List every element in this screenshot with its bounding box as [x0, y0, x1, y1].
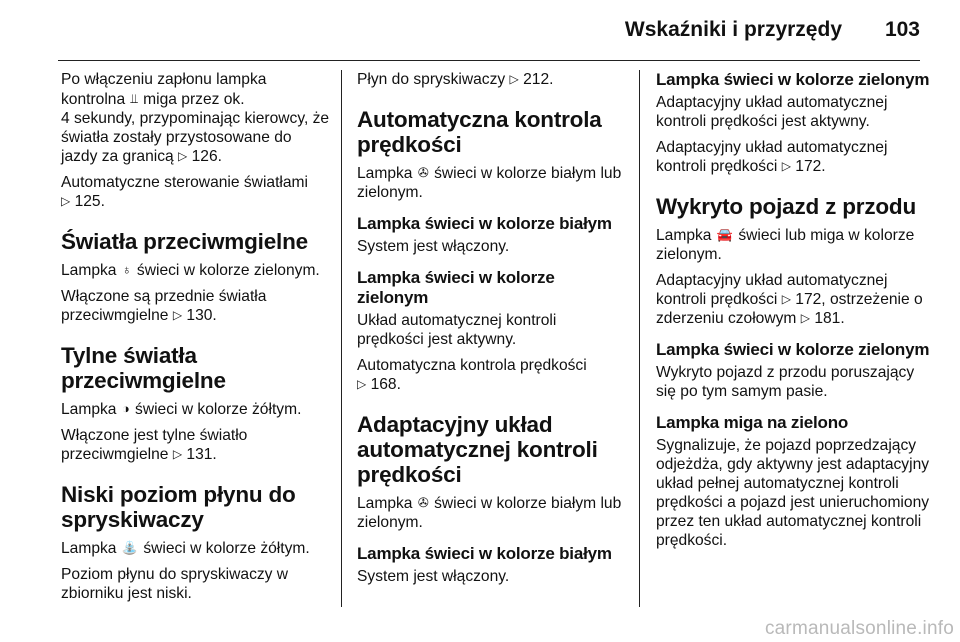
page-reference[interactable]: 125.: [74, 193, 105, 210]
paragraph: Automatyczne sterowanie światłami ▷ 125.: [61, 174, 309, 210]
heading-washer: Niski poziom płynu do spryskiwaczy: [61, 482, 296, 532]
car-icon: 🚘: [716, 227, 734, 242]
arrow-icon: ▷: [61, 194, 71, 208]
arrow-icon: ▷: [781, 159, 791, 173]
paragraph: Lampka ✇ świeci w kolorze białym lub zielonym.: [357, 165, 622, 201]
speedometer-icon: ✇: [417, 165, 429, 180]
paragraph: Automatyczna kontrola prędkości ▷ 168.: [357, 357, 587, 393]
paragraph: Adaptacyjny układ automatycznej kontroli prędkości ▷ 172, ostrzeżenie o zderzeniu czołowym ▷ 181.: [656, 272, 923, 327]
paragraph: Lampka 🚘 świeci lub miga w kolorze zielonym.: [656, 227, 915, 263]
subheading-green: Lampka świeci w kolorze zielonym: [656, 70, 930, 89]
paragraph: Adaptacyjny układ automatycznej kontroli prędkości jest aktywny.: [656, 94, 888, 130]
column-1: [61, 70, 331, 610]
rear-fog-icon: ◑: [121, 401, 130, 416]
page-reference[interactable]: 172, ostrzeżenie o zderzeniu czołowym: [656, 291, 923, 327]
watermark: carmanualsonline.info: [764, 618, 954, 639]
arrow-icon: ▷: [172, 308, 183, 322]
paragraph: Włączone są przednie światła przeciwmgielne ▷ 130.: [61, 288, 267, 324]
front-fog-icon: ♁: [121, 262, 132, 277]
subheading-blink: Lampka miga na zielono: [656, 413, 849, 432]
column-divider-1: [341, 70, 342, 607]
heading-rear-fog: Tylne światła przeciwmgielne: [61, 343, 226, 393]
paragraph: Po włączeniu zapłonu lampka kontrolna ⫫ miga przez ok. 4 sekundy, przypominając kierowcy, że światła zostały przystosowane do jazdy za granicą ▷ 126.: [61, 71, 330, 165]
page-reference[interactable]: 181.: [814, 310, 845, 327]
arrow-icon: ▷: [781, 292, 791, 306]
paragraph: Układ automatycznej kontroli prędkości jest aktywny.: [357, 312, 557, 348]
subheading-white: Lampka świeci w kolorze białym: [357, 544, 612, 563]
arrow-icon: ▷: [178, 149, 188, 163]
paragraph: Sygnalizuje, że pojazd poprzedzający odjeżdża, gdy aktywny jest adaptacyjny układ pełnej automatycznej kontroli prędkości a pojazd jest unieruchomiony przez ten układ automatycznej kontroli prędkości.: [656, 437, 930, 549]
page-reference[interactable]: 126.: [191, 148, 222, 165]
page-reference[interactable]: 212.: [523, 71, 554, 88]
subheading-green: Lampka świeci w kolorze zielonym: [656, 340, 930, 359]
paragraph: Włączone jest tylne światło przeciwmgielne ▷ 131.: [61, 427, 248, 463]
page-reference[interactable]: 130.: [186, 307, 217, 324]
page-header: [0, 0, 960, 62]
heading-front-fog: Światła przeciwmgielne: [61, 229, 308, 254]
heading-vehicle-ahead: Wykryto pojazd z przodu: [656, 194, 916, 219]
lamp-dim-icon: ⫫: [130, 91, 138, 106]
paragraph: Poziom płynu do spryskiwaczy w zbiorniku jest niski.: [61, 566, 289, 602]
column-divider-2: [639, 70, 640, 607]
paragraph: Płyn do spryskiwaczy ▷ 212.: [357, 71, 554, 88]
paragraph: System jest włączony.: [357, 568, 510, 585]
speedometer-icon: ✇: [417, 495, 429, 510]
arrow-icon: ▷: [357, 377, 367, 391]
page-reference[interactable]: 168.: [370, 376, 401, 393]
heading-adaptive-cruise: Adaptacyjny układ automatycznej kontroli prędkości: [357, 412, 598, 487]
header-divider: [58, 60, 920, 61]
page-reference[interactable]: 172.: [795, 158, 826, 175]
subheading-white: Lampka świeci w kolorze białym: [357, 214, 612, 233]
paragraph: System jest włączony.: [357, 238, 510, 255]
page-reference[interactable]: 131.: [186, 446, 217, 463]
subheading-green: Lampka świeci w kolorze zielonym: [357, 268, 555, 307]
arrow-icon: ▷: [509, 72, 519, 86]
washer-icon: ⛲: [121, 540, 139, 555]
paragraph: Adaptacyjny układ automatycznej kontroli prędkości ▷ 172.: [656, 139, 888, 175]
arrow-icon: ▷: [172, 447, 183, 461]
section-title: Wskaźniki i przyrzędy: [624, 18, 842, 41]
paragraph: Wykryto pojazd z przodu poruszający się po tym samym pasie.: [656, 364, 915, 400]
paragraph: Lampka ⛲ świeci w kolorze żółtym.: [61, 540, 310, 557]
column-3: [656, 70, 931, 557]
heading-cruise-control: Automatyczna kontrola prędkości: [357, 107, 602, 157]
page-number: 103: [884, 18, 920, 41]
paragraph: Lampka ♁ świeci w kolorze zielonym.: [61, 262, 320, 279]
paragraph: Lampka ✇ świeci w kolorze białym lub zielonym.: [357, 495, 622, 531]
column-2: [357, 70, 627, 593]
paragraph: Lampka ◑ świeci w kolorze żółtym.: [61, 401, 302, 418]
arrow-icon: ▷: [800, 311, 810, 325]
